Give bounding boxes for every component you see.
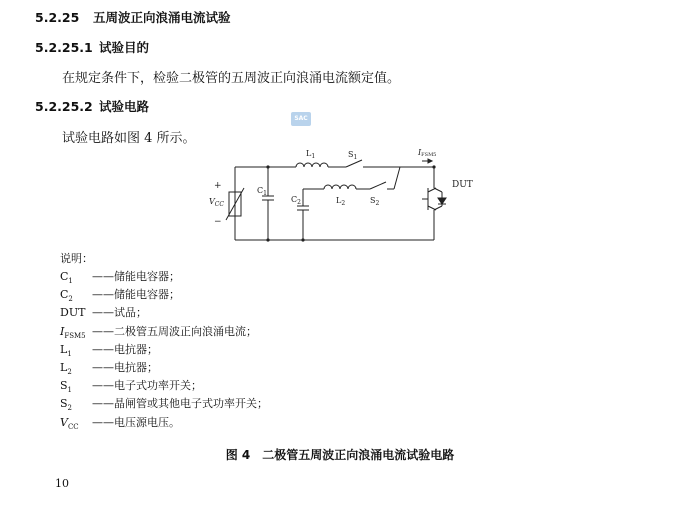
switch-s2-link	[394, 167, 400, 189]
legend-item	[60, 414, 180, 431]
legend-description: ——电压源电压。	[92, 415, 180, 429]
junction-dot	[266, 165, 269, 168]
legend-symbol: $S_2$	[60, 397, 73, 413]
figure-caption: 图 4 二极管五周波正向浪涌电流试验电路	[225, 448, 455, 462]
s2-label: S	[370, 196, 376, 205]
svg-text:IFSM5: IFSM5	[418, 148, 437, 158]
legend-description: ——电子式功率开关；	[92, 379, 202, 393]
section-number: 5.2.25	[35, 10, 80, 25]
svg-text:L2: $L_2$	[336, 196, 346, 207]
circuit-number: 5.2.25.2	[35, 99, 93, 114]
purpose-title: 试验目的	[99, 40, 150, 55]
page-number: 10	[55, 477, 69, 490]
legend-title: 说明：	[60, 252, 93, 265]
legend-item	[60, 359, 158, 376]
legend-symbol: $C_2$	[60, 288, 73, 304]
plus-sign: +	[214, 181, 222, 191]
minus-sign: −	[214, 217, 222, 227]
purpose-number: 5.2.25.1	[35, 40, 93, 55]
svg-text:VCC: $V_{CC}$	[209, 197, 224, 208]
legend-description: ——试品；	[92, 306, 147, 320]
section-heading	[35, 8, 231, 26]
legend-item	[60, 377, 202, 394]
c2-label: C	[291, 195, 298, 204]
legend-symbol: $L_1$	[60, 342, 72, 358]
junction-dot	[266, 238, 269, 241]
legend-symbol: $C_1$	[60, 270, 73, 286]
l2-label: L	[336, 196, 342, 205]
circuit-diagram	[200, 140, 490, 250]
c1-label: C	[257, 186, 264, 195]
watermark-logo: SAC	[291, 112, 311, 126]
circuit-paragraph: 试验电路如图 4 所示。	[62, 131, 196, 146]
ifsm-label: I	[418, 148, 422, 157]
svg-text:L1: $L_1$	[306, 149, 316, 160]
legend-description: ——电抗器；	[92, 361, 158, 374]
legend-item	[60, 395, 268, 412]
s1-label: S	[348, 150, 354, 159]
legend-symbol: DUT	[60, 306, 86, 320]
inductor-l1	[296, 163, 328, 167]
svg-text:S1: $S_1$	[348, 150, 358, 161]
legend-description: ——储能电容器；	[92, 270, 180, 283]
legend-description: ——晶闸管或其他电子式功率开关；	[92, 397, 268, 411]
legend-symbol: $V_{CC}$	[60, 415, 79, 431]
legend-item	[60, 323, 257, 340]
circuit-title: 试验电路	[99, 99, 150, 114]
vcc-label: V	[209, 197, 215, 206]
svg-text:C2: $C_2$	[291, 195, 301, 206]
legend-item	[60, 268, 180, 285]
legend-symbol: $I_{FSM5}$	[60, 324, 86, 340]
svg-text:S2: $S_2$	[370, 196, 380, 207]
junction-dot	[432, 165, 435, 168]
l1-label: L	[306, 149, 312, 158]
circuit-heading	[35, 97, 149, 115]
legend-description: ——储能电容器；	[92, 288, 180, 302]
svg-text:C1: $C_1$	[257, 186, 267, 197]
legend-item	[60, 286, 180, 303]
legend-item	[60, 304, 147, 320]
legend-symbol: $L_2$	[60, 361, 72, 377]
section-title: 五周波正向浪涌电流试验	[93, 10, 231, 25]
purpose-heading	[35, 38, 149, 56]
legend-description: ——电抗器；	[92, 342, 158, 356]
dut-label: DUT	[452, 180, 473, 190]
switch-s2	[370, 182, 386, 189]
dut-diode-symbol	[438, 198, 446, 204]
legend-symbol: $S_1$	[60, 379, 73, 395]
switch-s1	[346, 160, 362, 167]
purpose-paragraph: 在规定条件下，检验二极管的五周波正向浪涌电流额定值。	[62, 71, 401, 86]
junction-dot	[301, 238, 304, 241]
inductor-l2	[324, 185, 356, 189]
legend-item	[60, 341, 158, 358]
legend-description: ——二极管五周波正向浪涌电流；	[92, 324, 257, 338]
